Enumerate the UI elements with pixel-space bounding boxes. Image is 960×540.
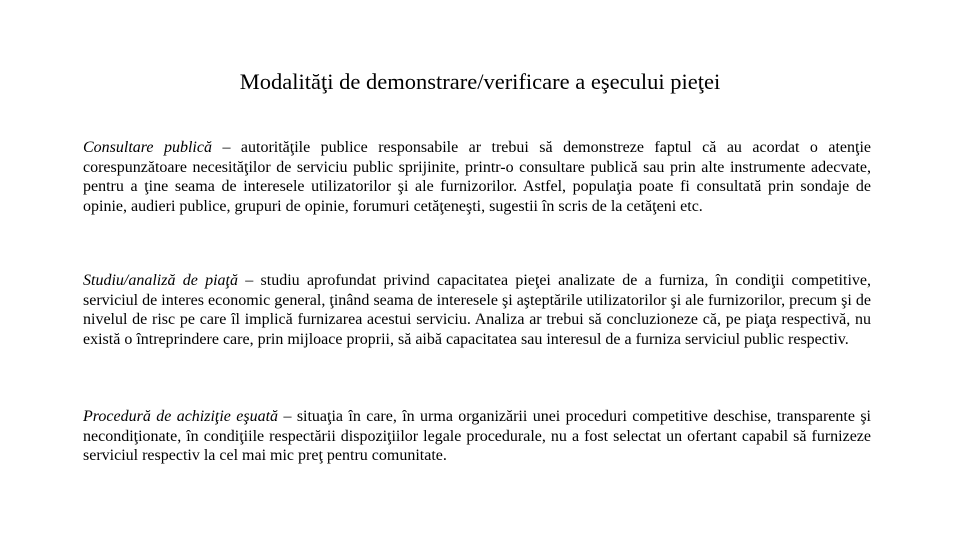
slide-title: Modalităţi de demonstrare/verificare a eşecului pieţei: [239, 69, 721, 94]
paragraph-failed-procurement: [83, 407, 871, 466]
text-failed-procurement: – situaţia în care, în urma organizării unei proceduri competitive deschise, transparente şi necondiţionate, în condiţiile respectării dispoziţiilor legale procedurale, nu a fost selectat un ofertant capabil să furnizeze serviciul respectiv la cel mai mic preţ pentru comunitate.: [83, 408, 872, 465]
term-public-consultation: Consultare publică: [83, 139, 212, 156]
text-market-study: – studiu aprofundat privind capacitatea pieţei analizate de a furniza, în condiţii competitive, serviciul de interes economic general, ţinând seama de interesele şi aşteptările utilizatorilor şi ale furnizorilor, precum şi de nivelul de risc pe care îl implică furnizarea acestui serviciu. Analiza ar trebui să concluzioneze că, pe piaţa respectivă, nu există o întreprindere care, prin mijloace proprii, să aibă capacitatea sau interesul de a furniza serviciul public respectiv.: [83, 272, 871, 348]
term-failed-procurement: Procedură de achiziţie eşuată: [83, 408, 279, 425]
term-market-study: Studiu/analiză de piaţă: [83, 272, 238, 289]
paragraph-market-study: [83, 271, 871, 349]
paragraph-public-consultation: [83, 138, 871, 216]
text-public-consultation: – autorităţile publice responsabile ar trebui să demonstreze faptul că au acordat o atenţie corespunzătoare necesităţilor de serviciu public sprijinite, printr-o consultare publică sau prin alte instrumente adecvate, pentru a ţine seama de interesele utilizatorilor şi ale furnizorilor. Astfel, populaţia poate fi consultată prin sondaje de opinie, audieri publice, grupuri de opinie, forumuri cetăţeneşti, sugestii în scris de la cetăţeni etc.: [83, 139, 872, 215]
